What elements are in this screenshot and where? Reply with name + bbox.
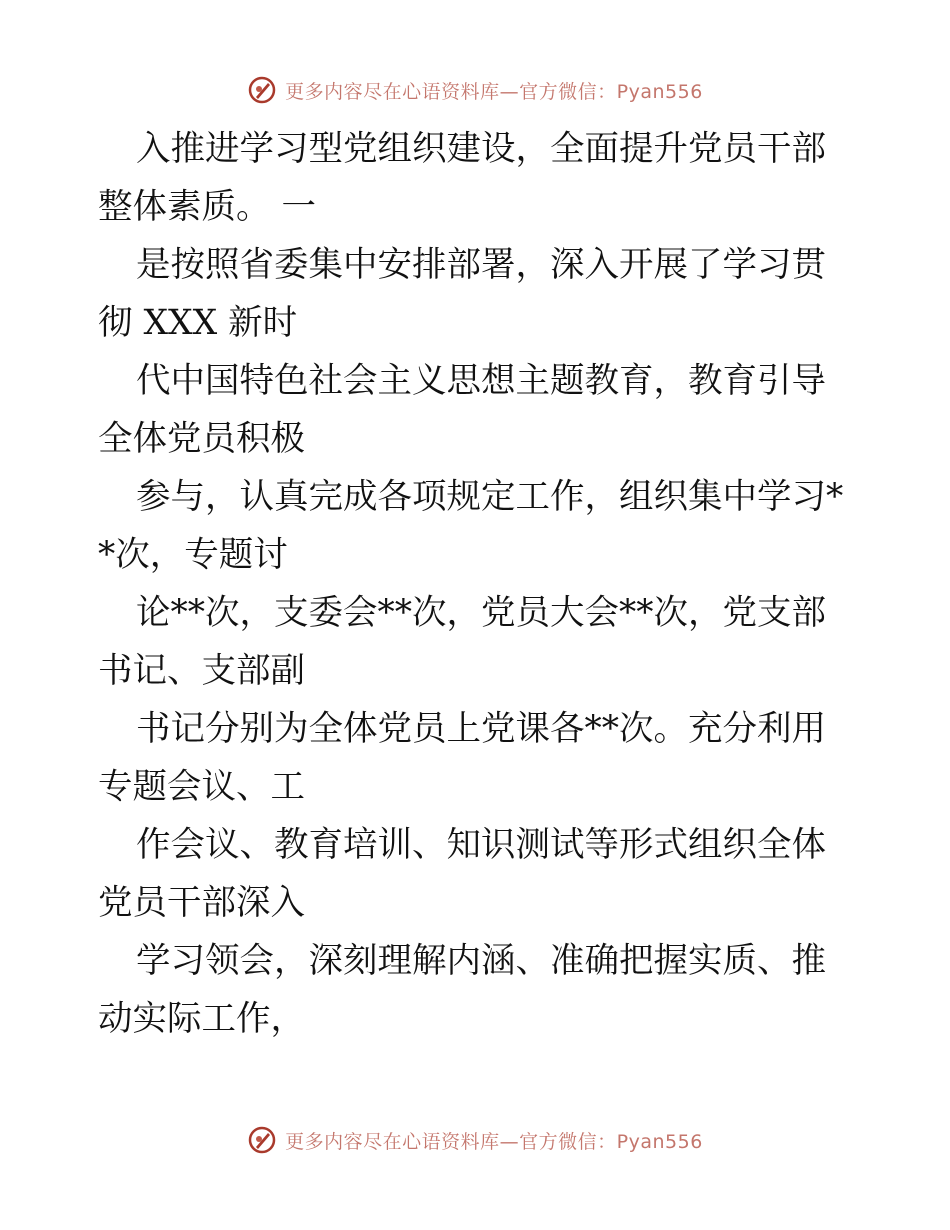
pen-seal-logo-icon (247, 75, 277, 105)
paragraph-8: 学习领会，深刻理解内涵、准确把握实质、推动实际工作， (98, 941, 826, 1039)
pen-seal-logo-icon (247, 1125, 277, 1155)
paragraph-1: 入推进学习型党组织建设，全面提升党员干部整体素质。 一 (98, 129, 826, 227)
paragraph-5: 论**次，支委会**次，党员大会**次，党支部书记、支部副 (98, 593, 826, 691)
paragraph-6: 书记分别为全体党员上党课各**次。充分利用专题会议、工 (98, 709, 826, 807)
paragraph-7: 作会议、教育培训、知识测试等形式组织全体党员干部深入 (98, 825, 826, 923)
footer-watermark (0, 1120, 950, 1160)
paragraph-2: 是按照省委集中安排部署，深入开展了学习贯彻 XXX 新时 (98, 245, 826, 343)
document-body (98, 120, 858, 1048)
header-watermark (0, 70, 950, 110)
watermark-text: 更多内容尽在心语资料库—官方微信：Pyan556 (285, 80, 703, 103)
watermark-text: 更多内容尽在心语资料库—官方微信：Pyan556 (285, 1130, 703, 1153)
paragraph-3: 代中国特色社会主义思想主题教育，教育引导全体党员积极 (98, 361, 826, 459)
paragraph-4: 参与，认真完成各项规定工作，组织集中学习**次，专题讨 (98, 477, 844, 575)
